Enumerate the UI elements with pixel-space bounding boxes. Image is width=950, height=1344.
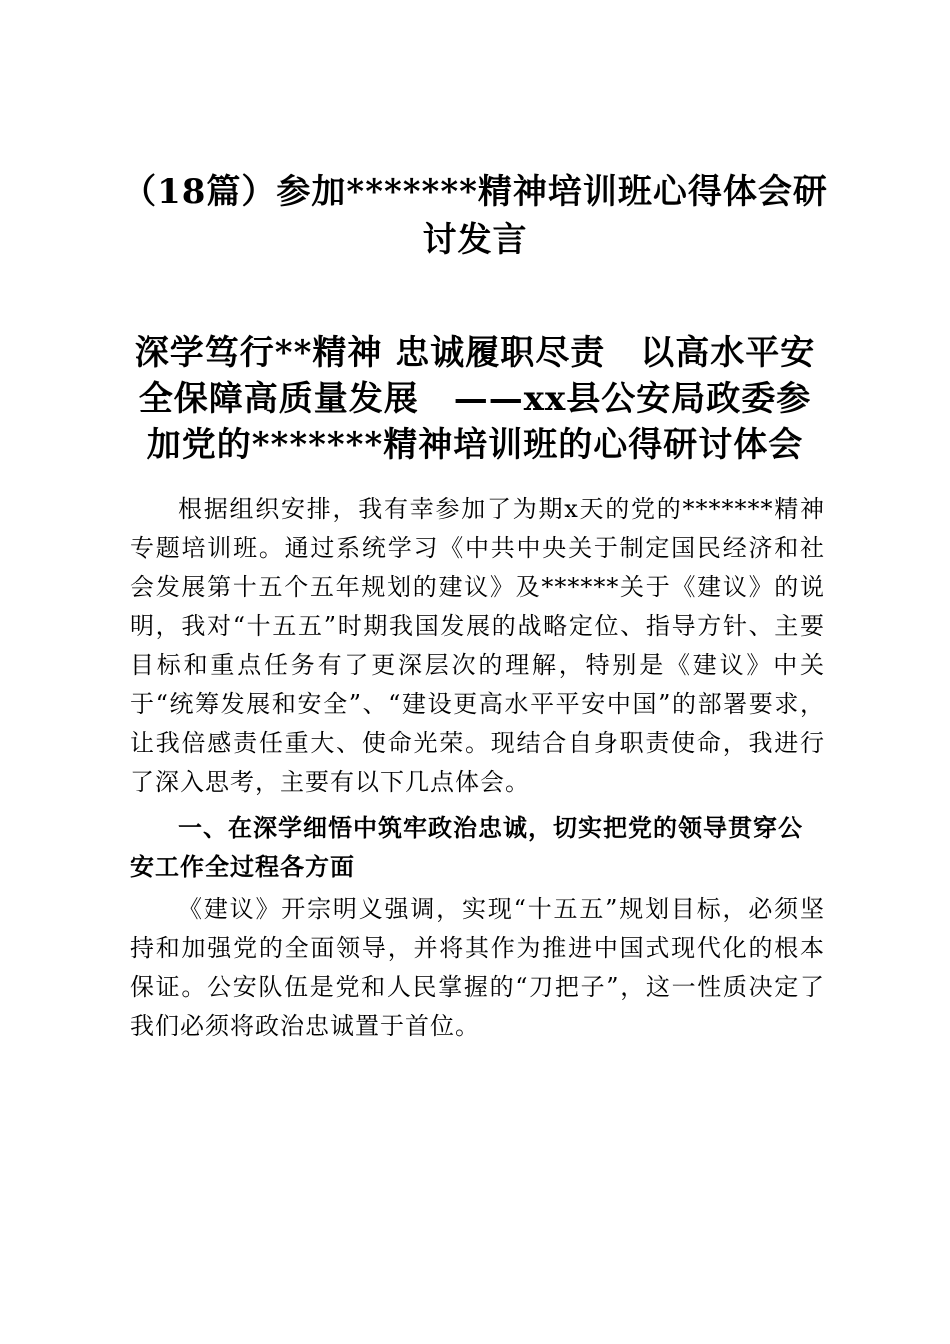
section-1-heading: 一、在深学细悟中筑牢政治忠诚，切实把党的领导贯穿公安工作全过程各方面: [130, 813, 803, 881]
intro-paragraph: 根据组织安排，我有幸参加了为期x天的党的*******精神专题培训班。通过系统学习《中共中央关于制定国民经济和社会发展第十五个五年规划的建议》及******关于《建议》的说明，我对“十五五”时期我国发展的战略定位、指导方针、主要目标和重点任务有了更深层次的理解，特别是《建议》中关于“统筹发展和安全”、“建设更高水平平安中国”的部署要求，让我倍感责任重大、使命光荣。现结合自身职责使命，我进行了深入思考，主要有以下几点体会。: [130, 495, 825, 796]
article-title-line-3: 加党的*******精神培训班的心得研讨体会: [146, 425, 804, 465]
section-1-paragraph: 《建议》开宗明义强调，实现“十五五”规划目标，必须坚持和加强党的全面领导，并将其作为推进中国式现代化的根本保证。公安队伍是党和人民掌握的“刀把子”，这一性质决定了我们必须将政治忠诚置于首位。: [130, 895, 825, 1040]
article-title: [130, 330, 820, 468]
document-body: [130, 490, 825, 1046]
article-title-line-2: 全保障高质量发展 ——xx县公安局政委参: [138, 379, 812, 419]
article-title-line-1: 深学笃行**精神 忠诚履职尽责 以高水平安: [134, 333, 816, 373]
document-title: （18篇）参加*******精神培训班心得体会研讨发言: [122, 172, 828, 260]
